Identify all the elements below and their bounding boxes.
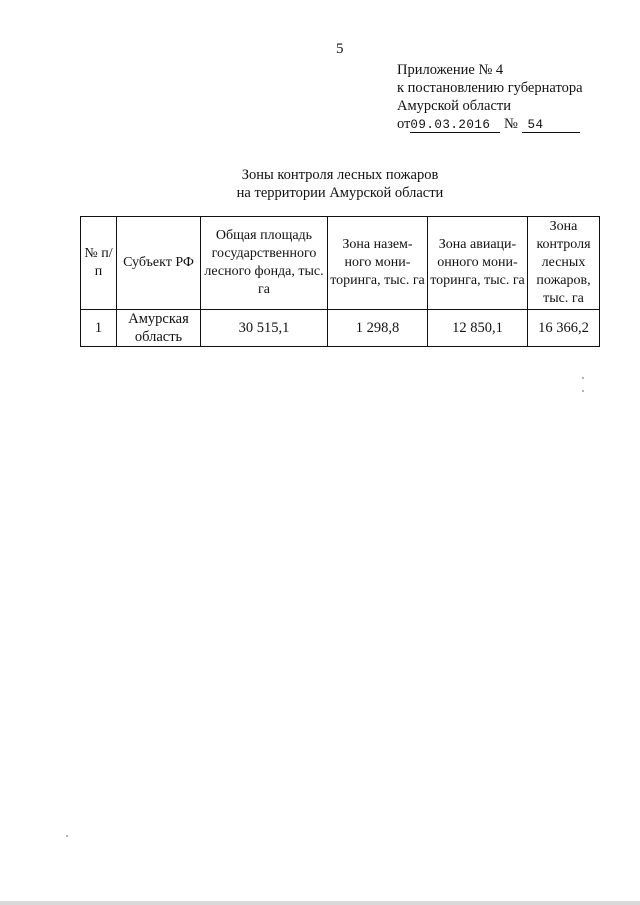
table-row xyxy=(81,310,600,347)
fire-control-zones-table xyxy=(80,216,600,347)
cell-number: 1 xyxy=(81,310,117,347)
cell-fire-control-zone: 16 366,2 xyxy=(528,310,600,347)
number-prefix: № xyxy=(504,116,518,132)
header-aviation-monitoring-zone: Зона авиаци-онного мони-торинга, тыс. га xyxy=(428,217,528,310)
appendix-region: Амурской области xyxy=(397,98,511,114)
appendix-title: Приложение № 4 xyxy=(397,62,504,78)
appendix-block xyxy=(397,61,583,133)
document-title xyxy=(0,166,640,202)
table-header-row xyxy=(81,217,600,310)
header-number: № п/п xyxy=(81,217,117,310)
header-ground-monitoring-zone: Зона назем-ного мони-торинга, тыс. га xyxy=(328,217,428,310)
resolution-date: 09.03.2016 xyxy=(410,118,500,133)
header-subject: Субъект РФ xyxy=(117,217,201,310)
appendix-resolution: к постановлению губернатора xyxy=(397,80,583,96)
cell-total-forest-area: 30 515,1 xyxy=(201,310,328,347)
appendix-reference xyxy=(397,115,583,133)
header-fire-control-zone: Зона контроля лесных пожаров, тыс. га xyxy=(528,217,600,310)
page-number: 5 xyxy=(336,41,344,57)
date-prefix: от xyxy=(397,116,411,132)
resolution-number: 54 xyxy=(522,118,580,133)
title-line-2: на территории Амурской области xyxy=(236,185,444,201)
cell-aviation-monitoring-zone: 12 850,1 xyxy=(428,310,528,347)
cell-ground-monitoring-zone: 1 298,8 xyxy=(328,310,428,347)
scan-speck xyxy=(582,377,584,379)
cell-subject: Амурская область xyxy=(117,310,201,347)
title-line-1: Зоны контроля лесных пожаров xyxy=(241,167,439,183)
scan-bottom-edge xyxy=(0,901,640,905)
scan-speck xyxy=(582,390,584,392)
header-total-forest-area: Общая площадь государственного лесного фонда, тыс. га xyxy=(201,217,328,310)
scan-speck xyxy=(66,835,68,837)
